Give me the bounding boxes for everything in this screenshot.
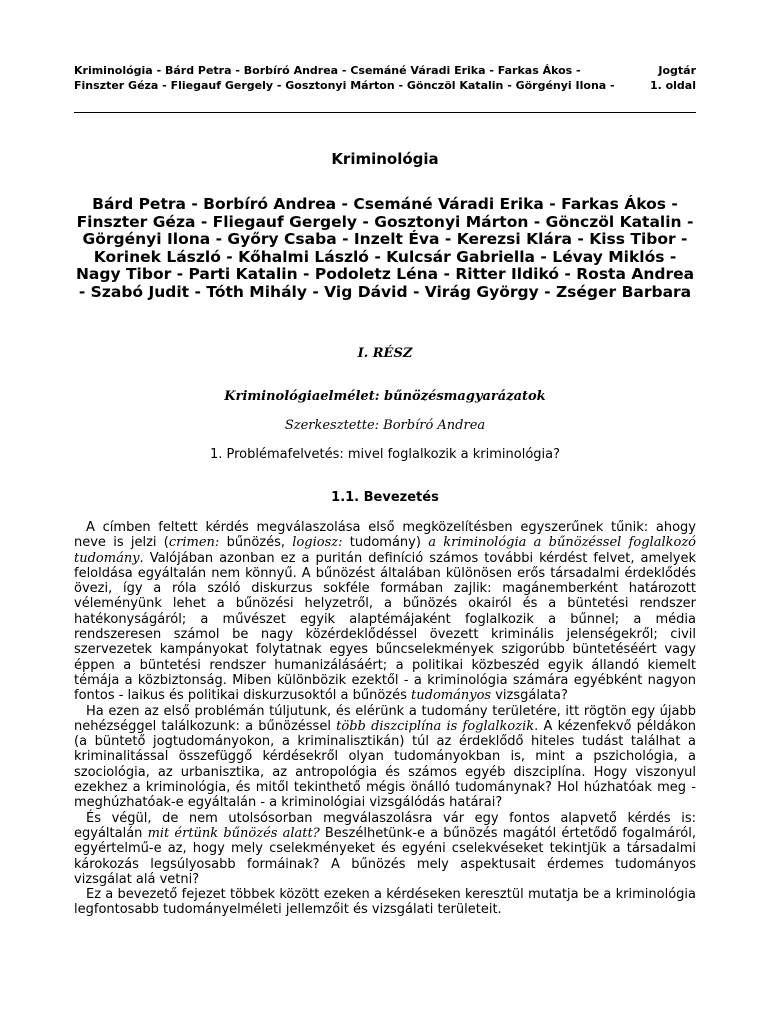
header-line-1	[74, 64, 696, 79]
paragraph-3: És végül, de nem utolsósorban megválaszolásra vár egy fontos alapvető kérdés is: egyáltalán mit értünk bűnözés alatt? Beszélhetünk-e a bűnözés magától értetődő fogalmáról, egyértelmű-e az, hogy mely cselekményeket és egyéni cselekvéseket tekintjük a társadalmi károkozás legsúlyosabb formáinak? A bűnözés mely aspektusait érdemes tudományos vizsgálat alá vetni?	[74, 810, 696, 887]
header-publisher: Jogtár	[658, 64, 696, 77]
paragraph-2: Ha ezen az első problémán túljutunk, és elérünk a tudomány területére, itt rögtön egy újabb nehézséggel találkozunk: a bűnözéssel több diszciplína is foglalkozik. A kézenfekvő példákon (a büntető jogtudományokon, a kriminalisztikán) túl az érdeklődő hiteles tudást találhat a kriminalitással összefüggő kérdésekről olyan tudományokban is, mint a pszichológia, a szociológia, az urbanisztika, az antropológia és számos egyéb diszciplína. Hogy viszonyul ezekhez a kriminológia, és mitől tekinthető mégis önálló tudománynak? Hol húzhatóak meg - meghúzhatóak-e egyáltalán - a kriminológiai vizsgálódás határai?	[74, 703, 697, 811]
part-heading: I. RÉSZ	[357, 346, 413, 361]
document-title: Kriminológia	[331, 150, 439, 168]
header-divider	[74, 112, 696, 113]
header-page-number: 1. oldal	[649, 78, 696, 92]
editor-line: Szerkesztette: Borbíró Andrea	[284, 418, 486, 433]
part-subtitle: Kriminológiaelmélet: bűnözésmagyarázatok	[224, 389, 546, 404]
body-text	[74, 520, 696, 918]
header-authors-line-2: Finszter Géza - Fliegauf Gergely - Gosztonyi Márton - Gönczöl Katalin - Görgényi Ilona -	[74, 78, 615, 92]
author-list: Bárd Petra - Borbíró Andrea - Csemáné Váradi Erika - Farkas Ákos - Finszter Géza - Fliegauf Gergely - Gosztonyi Márton - Gönczöl Katalin - Görgényi Ilona - Győry Csaba - Inzelt Éva - Kerezsi Klára - Kiss Tibor - Korinek László - Kőhalmi László - Kulcsár Gabriella - Lévay Miklós - Nagy Tibor - Parti Katalin - Podoletz Léna - Ritter Ildikó - Rosta Andrea - Szabó Judit - Tóth Mihály - Vig Dávid - Virág György - Zséger Barbara	[75, 195, 695, 301]
section-heading: 1.1. Bevezetés	[331, 490, 439, 505]
chapter-heading: 1. Problémafelvetés: mivel foglalkozik a kriminológia?	[209, 447, 561, 462]
paragraph-1: A címben feltett kérdés megválaszolása első megközelítésben egyszerűnek tűnik: ahogy neve is jelzi (crimen: bűnözés, logiosz: tudomány) a kriminológia a bűnözéssel foglalkozó tudomány. Valójában azonban ez a puritán definíció számos további kérdést felvet, amelyek feloldása egyáltalán nem könnyű. A bűnözést általában különösen erős társadalmi érdeklődés övezi, így a róla szóló diskurzus sokféle formában zajlik: magánemberként határozott véleményünk lehet a bűnözési helyzetről, a bűnözés okairól és a büntetési rendszer hatékonyságáról; a művészet egyik alaptémájaként foglalkozik a bűnnel; a média rendszeresen számol be nagy közérdeklődéssel övezett kriminális jelenségekről; civil szervezetek kampányokat folytatnak egyes bűncselekmények szigorúbb büntetéséért vagy éppen a büntetési rendszer humanizálásáért; a politikai közbeszéd egyik állandó kiemelt témája a közbiztonság. Miben különbözik ezektől - a kriminológia számára egyébként nagyon fontos - laikus és politikai diskurzusoktól a bűnözés tudományos vizsgálata?	[74, 520, 696, 704]
header-authors-line-1: Kriminológia - Bárd Petra - Borbíró Andrea - Csemáné Váradi Erika - Farkas Ákos -	[74, 64, 581, 77]
page-header	[74, 64, 696, 93]
header-line-2	[74, 79, 696, 94]
paragraph-4: Ez a bevezető fejezet többek között ezeken a kérdéseken keresztül mutatja be a kriminológia legfontosabb tudományelméleti jellemzőit és vizsgálati területeit.	[74, 887, 696, 918]
